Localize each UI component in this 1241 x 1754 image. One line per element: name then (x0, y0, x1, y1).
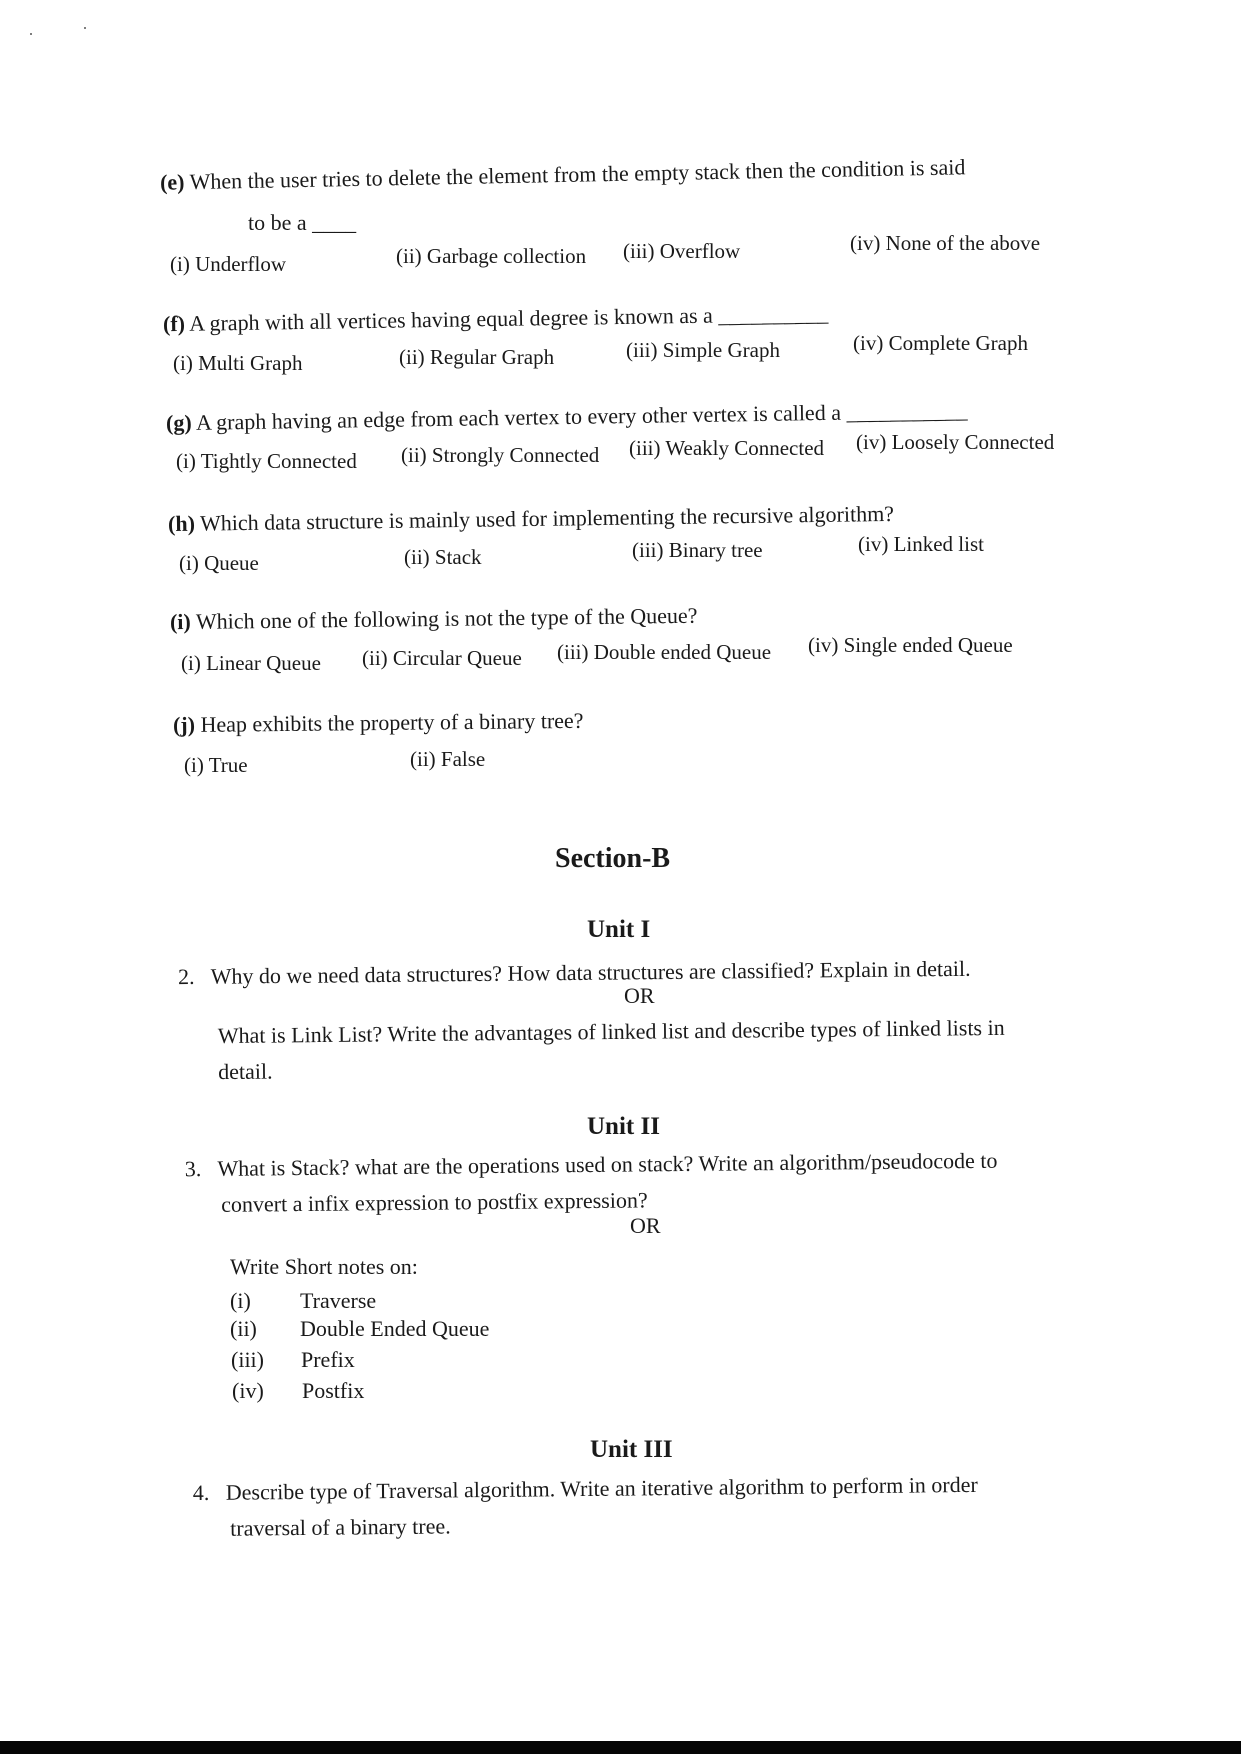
option: (iv) None of the above (850, 231, 1041, 255)
question-j: (j) Heap exhibits the property of a binary tree? (172, 707, 584, 738)
option: (i) Linear Queue (181, 651, 321, 675)
scan-speck (84, 27, 86, 29)
question-i: (i) Which one of the following is not the type of the Queue? (169, 602, 698, 635)
or-label: OR (630, 1213, 661, 1238)
question-e: (e) When the user tries to delete the element from the empty stack then the condition is said (159, 154, 966, 195)
option: (iv) Linked list (858, 532, 984, 556)
option: (iv) Complete Graph (853, 331, 1028, 355)
option: (i) Queue (179, 551, 259, 575)
option: (i) Underflow (170, 252, 287, 276)
option: (i) True (184, 753, 248, 777)
option: (iv) Single ended Queue (808, 633, 1013, 657)
option: (ii) Strongly Connected (401, 443, 600, 467)
option: (iii) Simple Graph (626, 338, 780, 362)
short-notes-heading: Write Short notes on: (230, 1254, 418, 1279)
option: (ii) Circular Queue (362, 646, 522, 670)
question-e-continuation: to be a ____ (248, 210, 357, 235)
short-note-item: (ii) Double Ended Queue (230, 1316, 490, 1341)
question-h: (h) Which data structure is mainly used for implementing the recursive algorithm? (167, 500, 895, 537)
option: (iii) Binary tree (632, 538, 763, 562)
option: (i) Tightly Connected (176, 449, 357, 473)
unit-title: Unit III (590, 1436, 673, 1463)
option: (iii) Overflow (623, 239, 741, 263)
question-2-alt: What is Link List? Write the advantages of linked list and describe types of linked lists in detail. (217, 1014, 1005, 1085)
scan-bottom-border (0, 1741, 1241, 1754)
short-note-item: (iv) Postfix (232, 1378, 365, 1403)
short-note-item: (iii) Prefix (231, 1347, 355, 1372)
option: (ii) Garbage collection (396, 244, 587, 268)
short-note-item: (i) Traverse (230, 1288, 377, 1313)
option: (iii) Weakly Connected (629, 436, 825, 460)
question-3: 3. What is Stack? what are the operations used on stack? Write an algorithm/pseudocode to convert a infix expression to postfix expression? (184, 1147, 998, 1217)
question-4: 4. Describe type of Traversal algorithm. Write an iterative algorithm to perform in order traversal of a binary tree. (192, 1471, 978, 1541)
option: (i) Multi Graph (173, 351, 303, 375)
question-g: (g) A graph having an edge from each vertex to every other vertex is called a ___________ (165, 397, 968, 436)
or-label: OR (624, 983, 655, 1008)
scan-speck (30, 33, 32, 35)
option: (ii) False (410, 747, 486, 771)
question-f: (f) A graph with all vertices having equal degree is known as a __________ (162, 300, 829, 337)
option: (ii) Regular Graph (399, 345, 555, 369)
question-2: 2. Why do we need data structures? How data structures are classified? Explain in detail. (177, 955, 971, 990)
unit-title: Unit II (587, 1113, 660, 1140)
option: (ii) Stack (404, 545, 482, 569)
option: (iii) Double ended Queue (557, 640, 772, 664)
section-title: Section-B (555, 843, 671, 874)
option: (iv) Loosely Connected (856, 430, 1055, 454)
unit-title: Unit I (587, 916, 651, 943)
